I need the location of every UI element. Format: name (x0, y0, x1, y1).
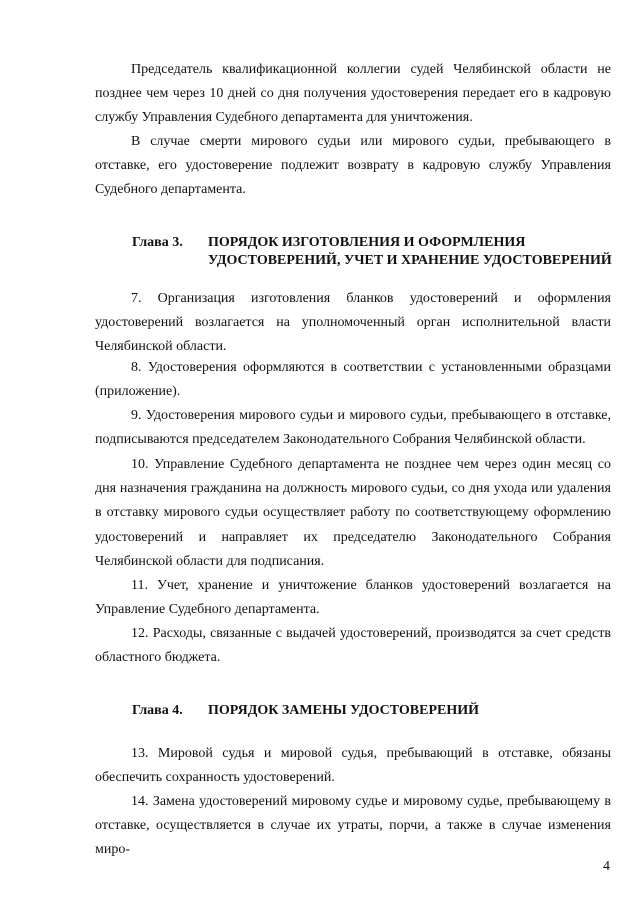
clause-13: 13. Мировой судья и мировой судья, пребывающий в отставке, обязаны обеспечить сохранность удостоверений. (95, 746, 611, 786)
clause-11: 11. Учет, хранение и уничтожение бланков удостоверений возлагается на Управление Судебного департамента. (95, 578, 611, 618)
chapter-3-heading (132, 234, 612, 270)
clause-9: 9. Удостоверения мирового судьи и мирового судьи, пребывающего в отставке, подписываются председателем Законодательного Собрания Челябинской области. (95, 408, 611, 448)
chapter-4-heading (132, 702, 612, 720)
chapter-4-number: Глава 4. (132, 703, 183, 718)
clause-14: 14. Замена удостоверений мировому судье и мировому судье, пребывающему в отставке, осуществляется в случае их утраты, порчи, а также в случае изменения миро- (95, 794, 611, 858)
chapter-4-title: ПОРЯДОК ЗАМЕНЫ УДОСТОВЕРЕНИЙ (208, 703, 480, 718)
intro-paragraph-1: Председатель квалификационной коллегии судей Челябинской области не позднее чем через 10 дней со дня получения удостоверения передает его в кадровую службу Управления Судебного департамента для уничтожения. (95, 62, 611, 126)
clause-7: 7. Организация изготовления бланков удостоверений и оформления удостоверений возлагается на уполномоченный орган исполнительной власти Челябинской области. (95, 291, 611, 355)
chapter-3-number: Глава 3. (132, 235, 183, 250)
chapter-3-title (208, 234, 612, 270)
chapter-3-title-line-2: УДОСТОВЕРЕНИЙ, УЧЕТ И ХРАНЕНИЕ УДОСТОВЕРЕНИЙ (208, 253, 612, 268)
clause-8: 8. Удостоверения оформляются в соответствии с установленными образцами (приложение). (95, 360, 611, 400)
page-number: 4 (603, 859, 610, 874)
chapter-3-title-line-1: ПОРЯДОК ИЗГОТОВЛЕНИЯ И ОФОРМЛЕНИЯ (208, 235, 526, 250)
clause-10: 10. Управление Судебного департамента не позднее чем через один месяц со дня назначения гражданина на должность мирового судьи, со дня ухода или удаления в отставку мирового судьи осуществляет работу по соответствующему оформлению удостоверений и направляет их председателю Законодательного Собрания Челябинской области для подписания. (95, 457, 611, 569)
intro-paragraph-2: В случае смерти мирового судьи или мирового судьи, пребывающего в отставке, его удостоверение подлежит возврату в кадровую службу Управления Судебного департамента. (95, 134, 611, 198)
clause-12: 12. Расходы, связанные с выдачей удостоверений, производятся за счет средств областного бюджета. (95, 626, 611, 666)
